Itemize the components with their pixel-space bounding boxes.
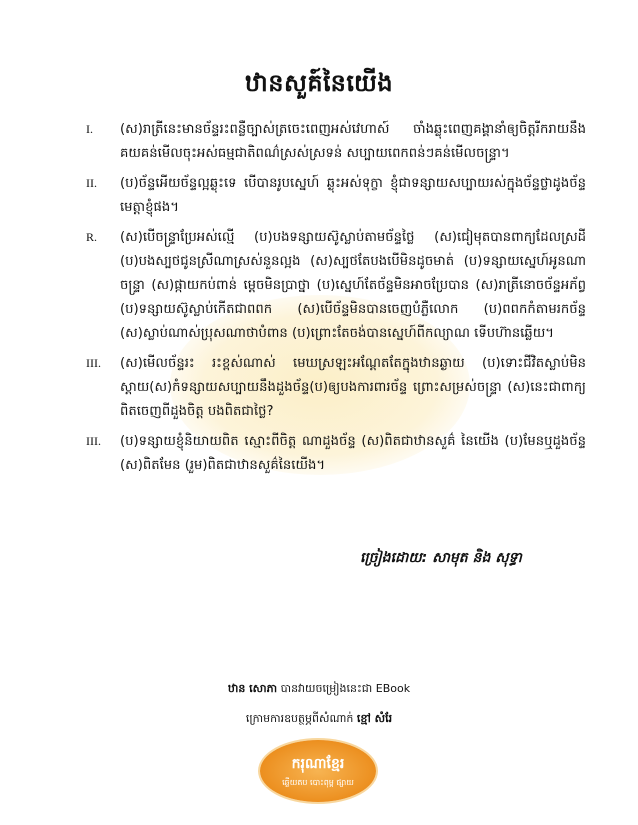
typist-name: ឋាន សោភា xyxy=(227,682,278,695)
verse-numeral: I. xyxy=(86,122,93,136)
verse-numeral: R. xyxy=(86,230,98,244)
verse-4 xyxy=(86,430,586,478)
singer-credit: ច្រៀងដោយ: សាមុត និង សុទ្ធា xyxy=(360,550,522,566)
lyrics-body xyxy=(86,118,586,484)
sponsor-name: ខ្មៅ សំរែ xyxy=(356,712,393,725)
verse-text: (ស)បើចន្ទ្រាប្រែអស់ល្មើ (ប)បងទន្សាយស៊ូស្លាប់តាមច័ន្ទថ្លៃ (ស)ជៀមុតបានពាក្យដែលស្រដី (ប)បងស្បថជូនស្រីណាស្រស់នួនល្អង (ស)ស្បថតែបងបើមិនដូចមាត់ (ប)ទន្សាយស្នេហ៍អូនណាចន្ទ្រា (ស)ផ្កាយកប់ពាន់ ម្ដេចមិនប្រាថ្នា (ប)ស្នេហ៍តែច័ន្ទមិនអាចប្រែបាន (ស)រាត្រីនោចច័ន្ទអភ័ព្វ (ប)ទន្សាយស៊ូស្លាប់កើតជាពពក (ស)បើច័ន្ទមិនបានចេញបំភ្លឺលោក (ប)ពពកកំតាមរកច័ន្ទ (ស)ស្លាប់ណាស់ប្រុសណាថាបំពាន (ប)ព្រោះតែចង់បានស្នេហ៍ពីកល្យាណ ទើបហ៊ានឆ្លើយ។ xyxy=(120,230,586,341)
verse-numeral: III. xyxy=(86,434,101,448)
logo-title: ករុណាខ្មែរ xyxy=(291,756,345,772)
verse-text: (ប)ច័ន្ទអើយច័ន្ទល្អឆ្ងុះទេ បើបានរូបស្នេហ៍ ឆ្ងុះអស់ទុក្ខា ខ្ញុំជាទន្សាយសប្បាយរស់ក្នុងច័ន្ទថ្លាដូងច័ន្ទមេត្តាខ្ញុំផង។ xyxy=(120,176,586,215)
sponsor-prefix: ក្រោមការឧបត្ថម្ភពីសំណាក់ xyxy=(245,712,354,725)
footer-sponsor xyxy=(0,712,638,728)
footer-typed-by xyxy=(0,682,638,698)
verse-numeral: II. xyxy=(86,176,97,190)
verse-3 xyxy=(86,352,586,424)
page-title: ឋានសួគ៍នៃយើង xyxy=(244,69,394,97)
verse-refrain xyxy=(86,226,586,346)
verse-2 xyxy=(86,172,586,220)
verse-text: (ស)រាត្រីនេះមានច័ន្ទរះពន្លឺច្បាស់ត្រចេះពេញអស់វេហាស៍ ចាំងឆ្លុះពេញគង្គានាំឲ្យចិត្តរីករាយនឹងគយគន់មើលចុះអស់ធម្មជាតិពណ៌ស្រស់ស្រទន់ សប្បាយពេកពន់ៗគន់មើលចន្ទ្រា។ xyxy=(120,122,586,161)
logo-subtitle: ឆ្លើយតប បោះពុម្ព ផ្សាយ xyxy=(282,778,354,787)
verse-text: (ប)ទន្សាយខ្ញុំនិយាយពិត ស្មោះពីចិត្ត ណាដួងច័ន្ទ (ស)ពិតជាឋានសួគ៌ នៃយើង (ប)មែនឬដួងច័ន្ទ (ស)ពិតមែន (រួម)ពិតជាឋានសួគ៌នៃយើង។ xyxy=(120,434,586,473)
verse-numeral: III. xyxy=(86,356,101,370)
typist-note: បានវាយចម្រៀងនេះជា EBook xyxy=(280,682,411,695)
publisher-logo xyxy=(260,740,376,802)
verse-1 xyxy=(86,118,586,166)
verse-text: (ស)មើលច័ន្ទរះ រះខ្ពស់ណាស់ មេឃស្រឡះអណ្តែតតែក្នុងឋានឆ្ងាយ (ប)ទោះជីវិតស្លាប់មិនស្តាយ(ស)កំទន្សាយសប្បាយនឹងដួងច័ន្ទ(ប)ឲ្យបងការពារច័ន្ទ ព្រោះសម្រស់ចន្ទ្រា (ស)នេះជាពាក្យពិតចេញពីដួងចិត្ត បងពិតជាថ្លៃ? xyxy=(120,356,586,419)
